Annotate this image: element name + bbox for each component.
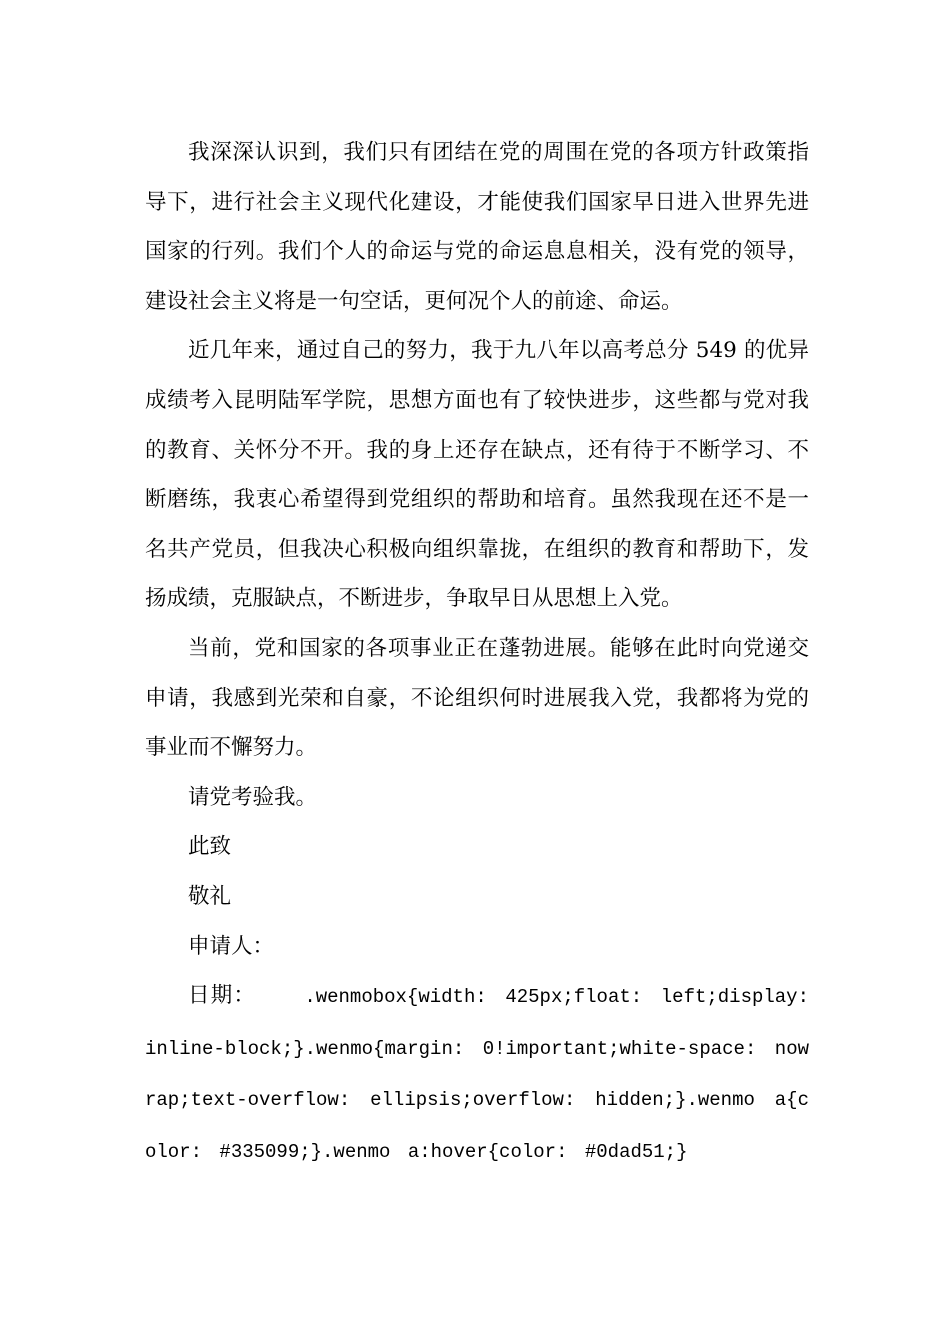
date-label: 日期： — [188, 983, 257, 1009]
salutation-jingli: 敬礼 — [188, 883, 232, 909]
date-line — [145, 971, 809, 1177]
salutation-cizhi: 此致 — [188, 834, 232, 860]
closing-request: 请党考验我。 — [188, 784, 318, 810]
stray-css-text: .wenmobox{width: 425px;float: left;display: inline-block;}.wenmo{margin: 0!important;white-space: nowrap;text-overflow: ellipsis;overflow: hidden;}.wenmo a{color: #335099;}.wenmo a:hover{color: #0dad51;} — [145, 986, 809, 1163]
paragraph-party-guidance: 我深深认识到，我们只有团结在党的周围在党的各项方针政策指导下，进行社会主义现代化建设，才能使我们国家早日进入世界先进国家的行列。我们个人的命运与党的命运息息相关，没有党的领导，建设社会主义将是一句空话，更何况个人的前途、命运。 — [145, 140, 809, 314]
applicant-label: 申请人： — [188, 933, 275, 959]
paragraph-current-application: 当前，党和国家的各项事业正在蓬勃进展。能够在此时向党递交申请，我感到光荣和自豪，不论组织何时进展我入党，我都将为党的事业而不懈努力。 — [145, 635, 809, 761]
letter-body — [145, 128, 809, 1177]
paragraph-personal-progress: 近几年来，通过自己的努力，我于九八年以高考总分 549 的优异成绩考入昆明陆军学院，思想方面也有了较快进步，这些都与党对我的教育、关怀分不开。我的身上还存在缺点，还有待于不断学习、不断磨练，我衷心希望得到党组织的帮助和培育。虽然我现在还不是一名共产党员，但我决心积极向组织靠拢，在组织的教育和帮助下，发扬成绩，克服缺点，不断进步，争取早日从思想上入党。 — [145, 338, 809, 612]
